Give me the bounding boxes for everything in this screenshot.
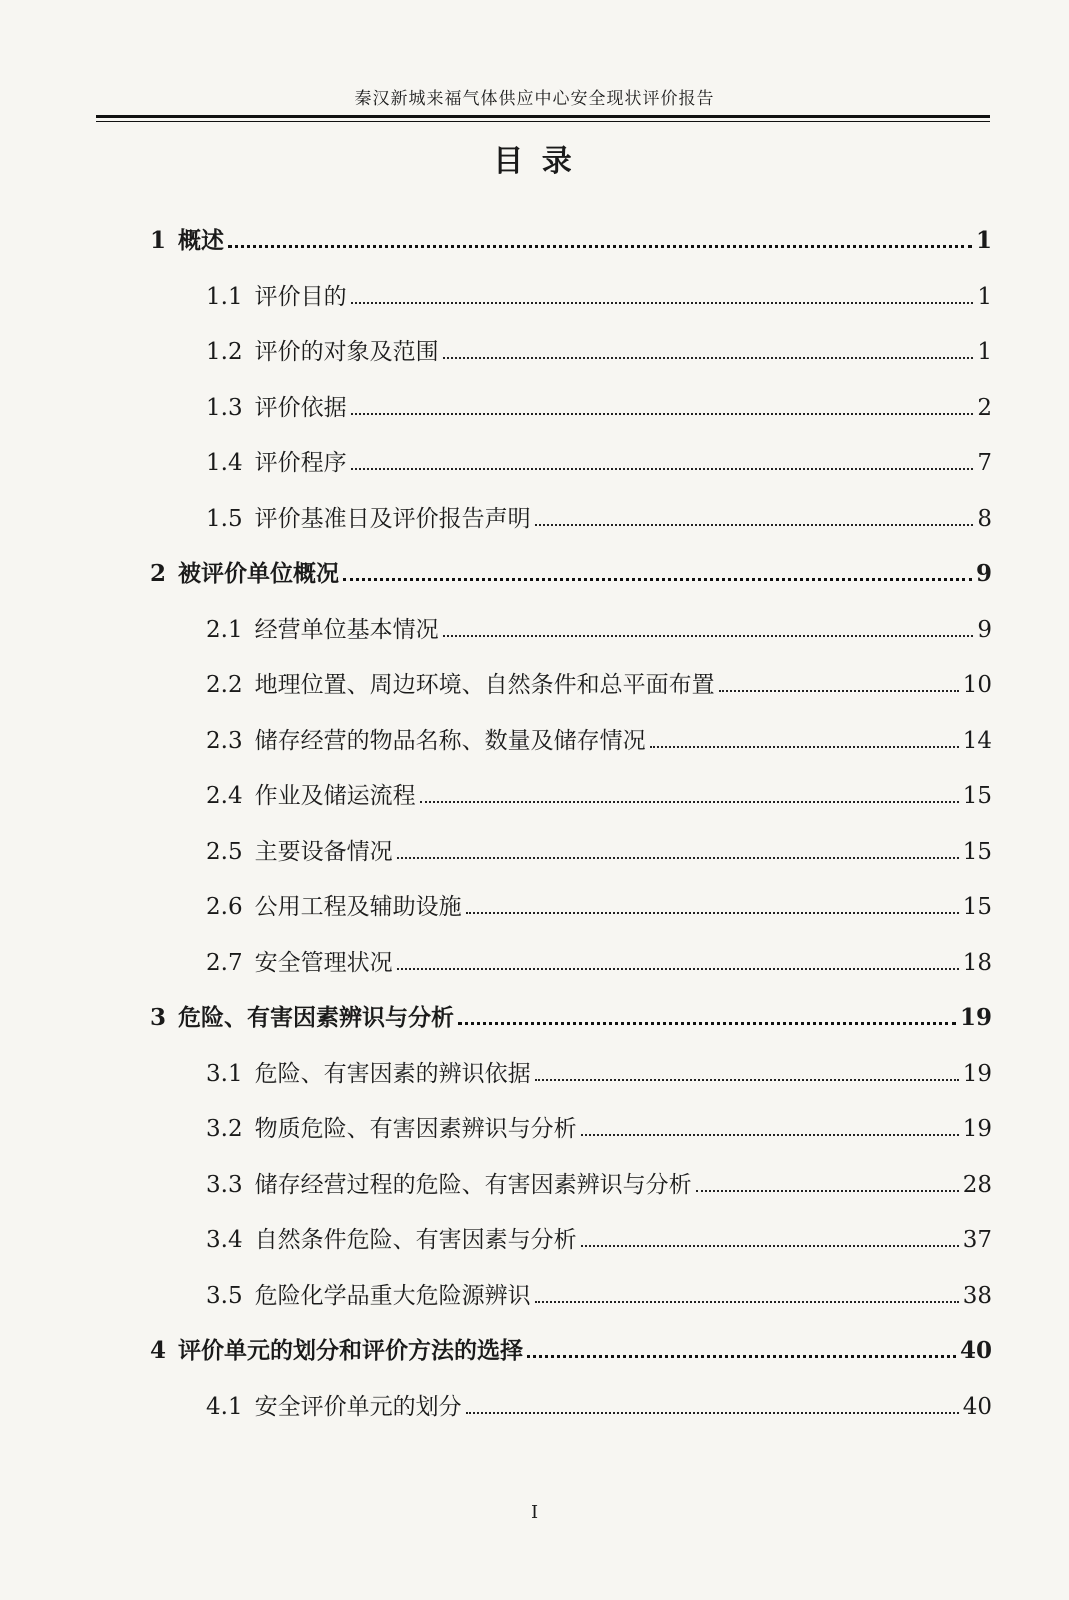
toc-entry-title: 主要设备情况 — [254, 839, 393, 865]
toc-dot-leader — [351, 467, 974, 470]
toc-entry-number: 1.4 — [206, 450, 243, 476]
toc-section-entry[interactable] — [206, 447, 992, 479]
toc-entry-page: 1 — [977, 339, 992, 365]
toc-section-entry[interactable] — [206, 891, 992, 923]
toc-entry-number: 3.3 — [206, 1172, 243, 1198]
toc-dot-leader — [351, 412, 974, 415]
toc-title: 目 录 — [493, 144, 576, 179]
toc-dot-leader — [719, 689, 959, 692]
toc-entry-title: 安全评价单元的划分 — [254, 1394, 462, 1420]
toc-entry-number: 2.1 — [206, 617, 243, 643]
toc-entry-title: 物质危险、有害因素辨识与分析 — [254, 1116, 577, 1142]
toc-dot-leader — [397, 856, 959, 859]
toc-entry-page: 7 — [977, 450, 992, 476]
toc-section-entry[interactable] — [206, 1058, 992, 1090]
toc-entry-number: 2.6 — [206, 894, 243, 920]
toc-entry-page: 40 — [959, 1337, 992, 1364]
toc-entry-title: 公用工程及辅助设施 — [254, 894, 462, 920]
toc-dot-leader — [581, 1133, 959, 1136]
toc-section-entry[interactable] — [206, 1280, 992, 1312]
toc-entry-page: 15 — [962, 839, 992, 865]
toc-section-entry[interactable] — [206, 780, 992, 812]
toc-entry-page: 19 — [962, 1061, 992, 1087]
toc-entry-number: 3.4 — [206, 1227, 243, 1253]
toc-entry-number: 2.3 — [206, 728, 243, 754]
toc-entry-number: 3.5 — [206, 1283, 243, 1309]
toc-dot-leader — [650, 745, 959, 748]
toc-section-entry[interactable] — [206, 1113, 992, 1145]
toc-entry-number: 1 — [150, 227, 167, 254]
toc-section-entry[interactable] — [206, 1391, 992, 1423]
toc-dot-leader — [228, 244, 972, 248]
toc-entry-number: 2.4 — [206, 783, 243, 809]
toc-entry-number: 2.5 — [206, 839, 243, 865]
toc-entry-title: 地理位置、周边环境、自然条件和总平面布置 — [254, 672, 715, 698]
toc-section-entry[interactable] — [206, 725, 992, 757]
toc-dot-leader — [397, 967, 959, 970]
toc-entry-title: 危险化学品重大危险源辨识 — [254, 1283, 531, 1309]
toc-section-entry[interactable] — [206, 503, 992, 535]
toc-entry-title: 评价的对象及范围 — [254, 339, 439, 365]
toc-entry-title: 评价基准日及评价报告声明 — [254, 506, 531, 532]
toc-entry-page: 9 — [977, 617, 992, 643]
toc-entry-page: 1 — [977, 284, 992, 310]
toc-dot-leader — [466, 1411, 959, 1414]
toc-entry-number: 1.1 — [206, 284, 243, 310]
toc-entry-title: 储存经营过程的危险、有害因素辨识与分析 — [254, 1172, 692, 1198]
toc-entry-number: 4.1 — [206, 1394, 243, 1420]
toc-entry-title: 评价目的 — [254, 284, 347, 310]
toc-dot-leader — [527, 1354, 956, 1358]
toc-entry-number: 2 — [150, 560, 167, 587]
toc-entry-number: 4 — [150, 1337, 167, 1364]
toc-dot-leader — [581, 1244, 959, 1247]
toc-chapter-entry[interactable] — [150, 1335, 992, 1367]
toc-section-entry[interactable] — [206, 836, 992, 868]
toc-entry-page: 19 — [959, 1004, 992, 1031]
toc-entry-page: 2 — [977, 395, 992, 421]
toc-dot-leader — [343, 577, 972, 581]
toc-dot-leader — [696, 1189, 959, 1192]
toc-entry-title: 评价依据 — [254, 395, 347, 421]
toc-chapter-entry[interactable] — [150, 225, 992, 257]
toc-section-entry[interactable] — [206, 669, 992, 701]
toc-dot-leader — [420, 800, 959, 803]
header-rule — [96, 115, 990, 118]
toc-entry-number: 2.7 — [206, 950, 243, 976]
toc-entry-page: 28 — [962, 1172, 992, 1198]
toc-entry-title: 储存经营的物品名称、数量及储存情况 — [254, 728, 646, 754]
toc-dot-leader — [443, 356, 974, 359]
toc-entry-page: 1 — [975, 227, 992, 254]
toc-entry-page: 37 — [962, 1227, 992, 1253]
header-rule-thin — [96, 121, 990, 122]
toc-entry-title: 危险、有害因素的辨识依据 — [254, 1061, 531, 1087]
toc-section-entry[interactable] — [206, 947, 992, 979]
toc-dot-leader — [535, 1078, 959, 1081]
page-number: I — [530, 1502, 539, 1523]
toc-dot-leader — [535, 523, 974, 526]
toc-entry-page: 8 — [977, 506, 992, 532]
toc-entry-page: 10 — [962, 672, 992, 698]
toc-dot-leader — [443, 634, 974, 637]
toc-entry-title: 评价单元的划分和评价方法的选择 — [178, 1337, 524, 1364]
toc-entry-number: 3.1 — [206, 1061, 243, 1087]
toc-section-entry[interactable] — [206, 281, 992, 313]
toc-entry-number: 2.2 — [206, 672, 243, 698]
toc-entry-number: 1.5 — [206, 506, 243, 532]
toc-entry-page: 38 — [962, 1283, 992, 1309]
toc-section-entry[interactable] — [206, 336, 992, 368]
toc-dot-leader — [535, 1300, 959, 1303]
toc-chapter-entry[interactable] — [150, 558, 992, 590]
toc-entry-page: 18 — [962, 950, 992, 976]
toc-entry-title: 经营单位基本情况 — [254, 617, 439, 643]
toc-entry-title: 作业及储运流程 — [254, 783, 416, 809]
toc-entry-title: 安全管理状况 — [254, 950, 393, 976]
toc-entry-page: 19 — [962, 1116, 992, 1142]
toc-section-entry[interactable] — [206, 392, 992, 424]
toc-section-entry[interactable] — [206, 1224, 992, 1256]
toc-entry-page: 15 — [962, 894, 992, 920]
toc-chapter-entry[interactable] — [150, 1002, 992, 1034]
toc-entry-page: 9 — [975, 560, 992, 587]
toc-entry-number: 1.3 — [206, 395, 243, 421]
toc-entry-title: 自然条件危险、有害因素与分析 — [254, 1227, 577, 1253]
toc-entry-title: 被评价单位概况 — [178, 560, 340, 587]
toc-dot-leader — [458, 1021, 956, 1025]
toc-entry-page: 40 — [962, 1394, 992, 1420]
toc-entry-number: 1.2 — [206, 339, 243, 365]
running-header: 秦汉新城来福气体供应中心安全现状评价报告 — [354, 89, 715, 109]
toc-section-entry[interactable] — [206, 614, 992, 646]
toc-entry-page: 15 — [962, 783, 992, 809]
toc-dot-leader — [351, 301, 974, 304]
toc-entry-title: 评价程序 — [254, 450, 347, 476]
toc-section-entry[interactable] — [206, 1169, 992, 1201]
toc-entry-title: 危险、有害因素辨识与分析 — [178, 1004, 455, 1031]
toc-dot-leader — [466, 911, 959, 914]
toc-entry-page: 14 — [962, 728, 992, 754]
toc-entry-number: 3 — [150, 1004, 167, 1031]
toc-entry-number: 3.2 — [206, 1116, 243, 1142]
toc-entry-title: 概述 — [178, 227, 225, 254]
